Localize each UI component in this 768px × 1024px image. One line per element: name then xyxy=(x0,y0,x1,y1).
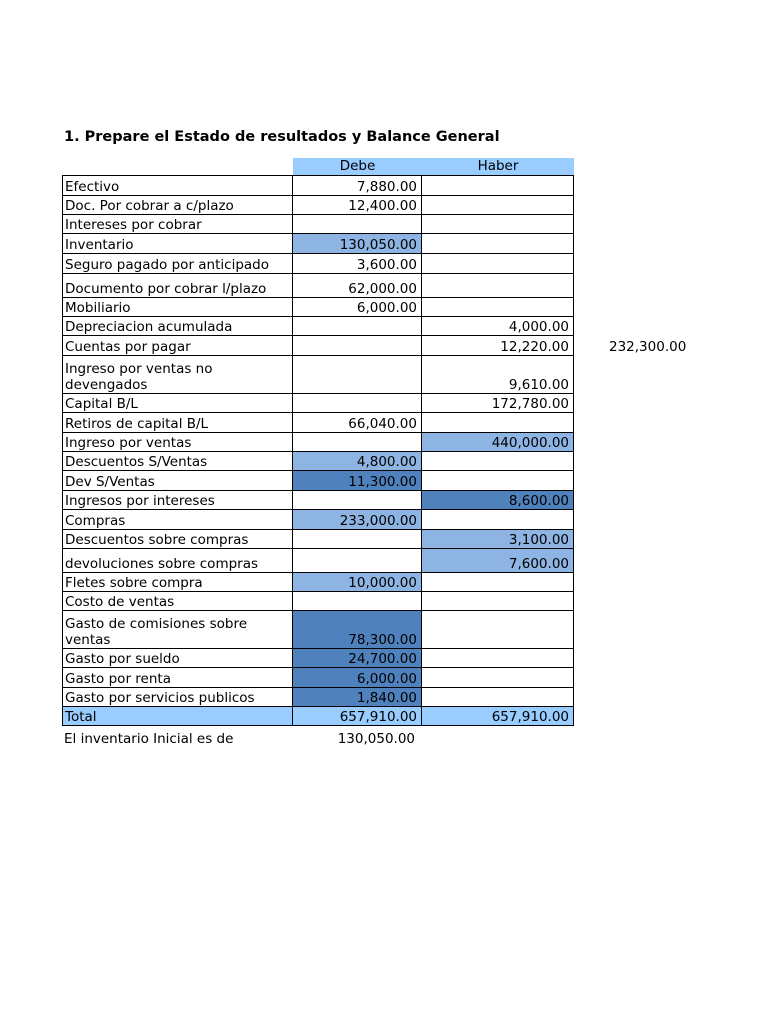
row-label: Fletes sobre compra xyxy=(63,573,293,592)
row-label: Retiros de capital B/L xyxy=(63,413,293,433)
row-haber: 8,600.00 xyxy=(422,491,574,510)
row-haber: 7,600.00 xyxy=(422,549,574,573)
row-debe xyxy=(293,592,422,611)
row-debe xyxy=(293,491,422,510)
table-row xyxy=(63,649,574,668)
row-label: Gasto por sueldo xyxy=(63,649,293,668)
row-debe xyxy=(293,336,422,356)
column-header-haber: Haber xyxy=(422,158,574,175)
table-row xyxy=(63,196,574,215)
row-haber: 9,610.00 xyxy=(422,356,574,394)
row-label: Compras xyxy=(63,510,293,530)
table-row xyxy=(63,356,574,394)
row-haber xyxy=(422,649,574,668)
row-label: Ingreso por ventas xyxy=(63,433,293,452)
total-debe: 657,910.00 xyxy=(293,707,422,726)
row-label: Capital B/L xyxy=(63,394,293,413)
row-label: Gasto por servicios publicos xyxy=(63,688,293,707)
ledger-body xyxy=(63,176,574,726)
row-haber xyxy=(422,452,574,471)
total-row xyxy=(63,707,574,726)
row-haber xyxy=(422,254,574,274)
row-debe: 62,000.00 xyxy=(293,274,422,298)
table-row xyxy=(63,592,574,611)
row-haber xyxy=(422,592,574,611)
row-label: Ingresos por intereses xyxy=(63,491,293,510)
row-debe xyxy=(293,356,422,394)
column-header-debe: Debe xyxy=(293,158,422,175)
table-row xyxy=(63,573,574,592)
row-debe: 66,040.00 xyxy=(293,413,422,433)
row-debe xyxy=(293,549,422,573)
row-debe: 11,300.00 xyxy=(293,471,422,491)
row-label: Intereses por cobrar xyxy=(63,215,293,234)
row-debe: 24,700.00 xyxy=(293,649,422,668)
row-label: Descuentos sobre compras xyxy=(63,530,293,549)
row-debe: 233,000.00 xyxy=(293,510,422,530)
table-row xyxy=(63,317,574,336)
total-label: Total xyxy=(63,707,293,726)
row-haber xyxy=(422,413,574,433)
initial-inventory-label: El inventario Inicial es de xyxy=(64,731,234,747)
initial-inventory-value: 130,050.00 xyxy=(337,731,415,747)
table-row xyxy=(63,491,574,510)
row-debe: 78,300.00 xyxy=(293,611,422,649)
total-haber: 657,910.00 xyxy=(422,707,574,726)
row-label: Ingreso por ventas no devengados xyxy=(63,356,293,394)
row-haber xyxy=(422,668,574,688)
ledger-table xyxy=(62,175,574,726)
page-title: 1. Prepare el Estado de resultados y Balance General xyxy=(64,129,500,145)
row-label: Costo de ventas xyxy=(63,592,293,611)
row-label: Gasto por renta xyxy=(63,668,293,688)
row-haber xyxy=(422,196,574,215)
table-row xyxy=(63,274,574,298)
row-label: Documento por cobrar l/plazo xyxy=(63,274,293,298)
row-haber: 12,220.00 xyxy=(422,336,574,356)
row-label: Depreciacion acumulada xyxy=(63,317,293,336)
row-label: Dev S/Ventas xyxy=(63,471,293,491)
table-row xyxy=(63,611,574,649)
table-row xyxy=(63,668,574,688)
row-haber xyxy=(422,274,574,298)
row-label: Seguro pagado por anticipado xyxy=(63,254,293,274)
row-haber xyxy=(422,573,574,592)
row-haber xyxy=(422,510,574,530)
table-row xyxy=(63,215,574,234)
row-haber xyxy=(422,611,574,649)
row-debe: 10,000.00 xyxy=(293,573,422,592)
row-debe: 12,400.00 xyxy=(293,196,422,215)
row-debe xyxy=(293,394,422,413)
table-row xyxy=(63,452,574,471)
row-debe: 4,800.00 xyxy=(293,452,422,471)
row-label: Doc. Por cobrar a c/plazo xyxy=(63,196,293,215)
row-debe xyxy=(293,215,422,234)
row-label: Inventario xyxy=(63,234,293,254)
row-label: Cuentas por pagar xyxy=(63,336,293,356)
row-label: Gasto de comisiones sobre ventas xyxy=(63,611,293,649)
table-row xyxy=(63,336,574,356)
row-haber xyxy=(422,215,574,234)
table-row xyxy=(63,298,574,317)
row-haber xyxy=(422,234,574,254)
row-debe: 1,840.00 xyxy=(293,688,422,707)
row-haber: 440,000.00 xyxy=(422,433,574,452)
row-haber xyxy=(422,688,574,707)
row-label: Descuentos S/Ventas xyxy=(63,452,293,471)
table-row xyxy=(63,413,574,433)
table-row xyxy=(63,433,574,452)
row-debe: 7,880.00 xyxy=(293,176,422,196)
table-row xyxy=(63,549,574,573)
table-row xyxy=(63,688,574,707)
row-haber: 4,000.00 xyxy=(422,317,574,336)
table-row xyxy=(63,530,574,549)
row-debe xyxy=(293,433,422,452)
row-debe xyxy=(293,317,422,336)
row-debe: 130,050.00 xyxy=(293,234,422,254)
row-haber: 3,100.00 xyxy=(422,530,574,549)
row-label: Mobiliario xyxy=(63,298,293,317)
row-haber: 172,780.00 xyxy=(422,394,574,413)
row-debe: 6,000.00 xyxy=(293,298,422,317)
table-row xyxy=(63,254,574,274)
row-debe xyxy=(293,530,422,549)
table-row xyxy=(63,510,574,530)
row-label: devoluciones sobre compras xyxy=(63,549,293,573)
row-haber xyxy=(422,471,574,491)
table-row xyxy=(63,471,574,491)
row-haber xyxy=(422,176,574,196)
row-debe: 3,600.00 xyxy=(293,254,422,274)
table-row xyxy=(63,234,574,254)
row-label: Efectivo xyxy=(63,176,293,196)
table-row xyxy=(63,394,574,413)
row-debe: 6,000.00 xyxy=(293,668,422,688)
table-row xyxy=(63,176,574,196)
side-value: 232,300.00 xyxy=(609,339,687,355)
row-haber xyxy=(422,298,574,317)
